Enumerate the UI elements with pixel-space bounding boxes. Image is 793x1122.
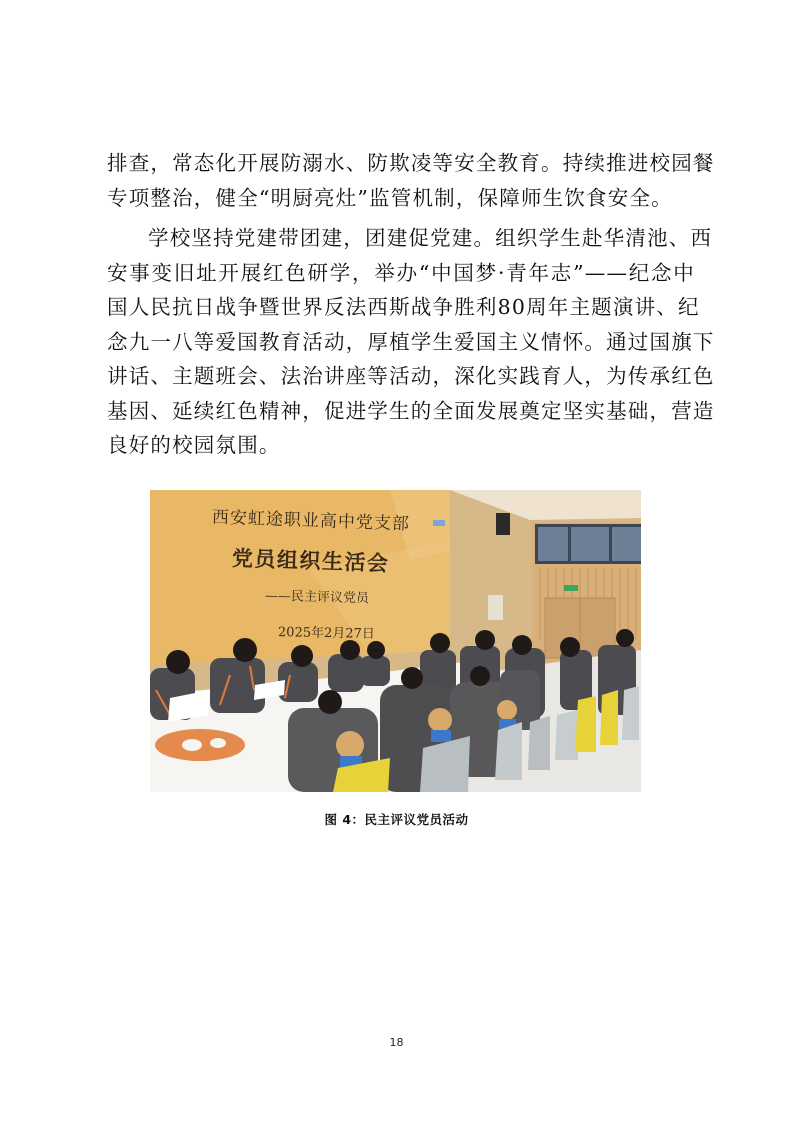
figure-caption: 图 4：民主评议党员活动 (324, 812, 469, 827)
screen-title-main: 党员组织生活会 (231, 545, 390, 576)
meeting-photo-illustration (150, 490, 641, 792)
text-line: 学校坚持党建带团建，团建促党建。组织学生赴华清池、西 (148, 226, 713, 250)
screen-date: 2025年2月27日 (277, 625, 375, 642)
text-line: 念九一八等爱国教育活动，厚植学生爱国主义情怀。通过国旗下 (107, 329, 715, 354)
screen-subtitle: ——民主评议党员 (264, 588, 370, 607)
paragraph-safety (107, 146, 715, 215)
figure-photo-meeting (150, 490, 641, 792)
text-line: 良好的校园氛围。 (107, 433, 281, 457)
paragraph-party-building (107, 221, 715, 463)
text-line: 讲话、主题班会、法治讲座等活动，深化实践育人，为传承红色 (107, 364, 715, 388)
text-line: 排查，常态化开展防溺水、防欺凌等安全教育。持续推进校园餐 (107, 151, 715, 175)
screen-title-org: 西安虹途职业高中党支部 (211, 507, 411, 535)
text-line: 安事变旧址开展红色研学，举办“中国梦·青年志”——纪念中 (107, 260, 695, 285)
text-line: 国人民抗日战争暨世界反法西斯战争胜利80周年主题演讲、纪 (107, 295, 700, 319)
text-line: 基因、延续红色精神，促进学生的全面发展奠定坚实基础，营造 (107, 398, 715, 423)
page-number: 18 (389, 1036, 404, 1049)
text-line: 专项整治，健全“明厨亮灶”监管机制，保障师生饮食安全。 (107, 185, 673, 210)
